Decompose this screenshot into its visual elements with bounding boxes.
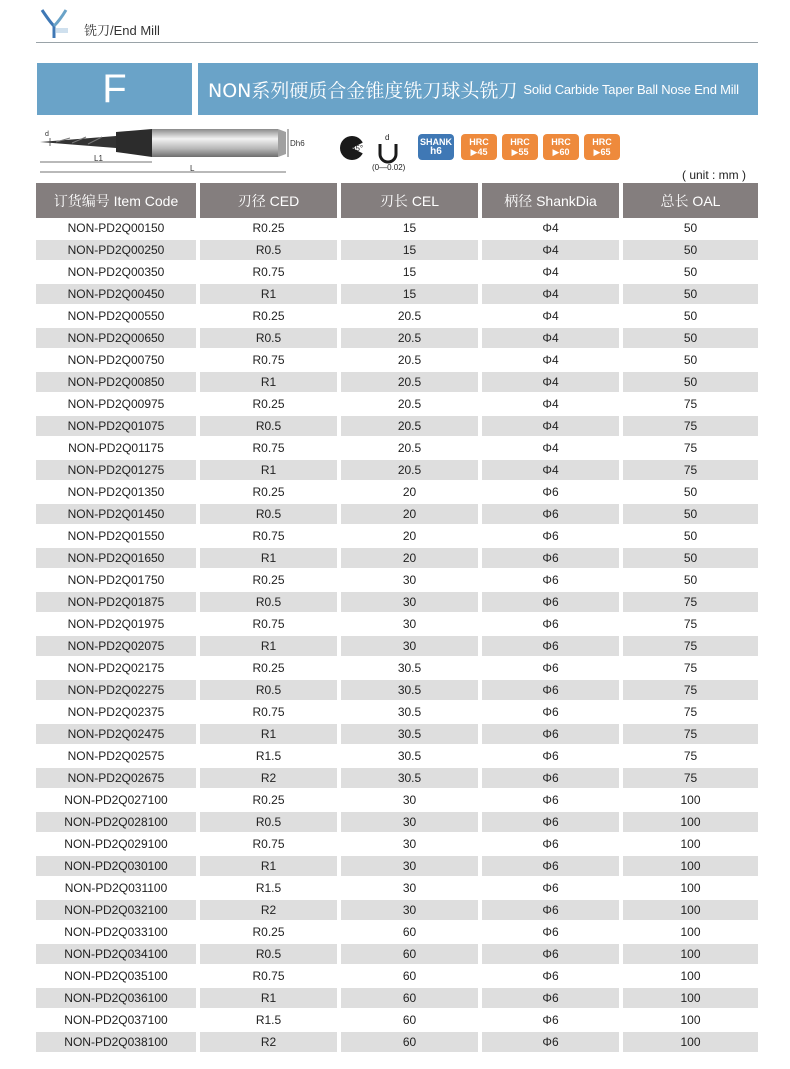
cell-item-code: NON-PD2Q00250	[36, 240, 196, 262]
cell-ced: R1.5	[200, 878, 337, 900]
hrc45-badge	[461, 134, 497, 160]
cell-shank-dia: Φ6	[482, 790, 619, 812]
cell-shank-dia: Φ4	[482, 262, 619, 284]
cell-oal: 75	[623, 658, 758, 680]
cell-item-code: NON-PD2Q00750	[36, 350, 196, 372]
col-oal: 总长 OAL	[623, 183, 758, 218]
header-divider	[36, 42, 758, 43]
cell-cel: 30.5	[341, 768, 478, 790]
cell-ced: R1.5	[200, 1010, 337, 1032]
cell-cel: 30.5	[341, 658, 478, 680]
cell-shank-dia: Φ6	[482, 702, 619, 724]
col-shank-dia: 柄径 ShankDia	[482, 183, 619, 218]
table-row	[36, 328, 758, 350]
cell-ced: R0.5	[200, 592, 337, 614]
table-row	[36, 658, 758, 680]
cell-item-code: NON-PD2Q02075	[36, 636, 196, 658]
tolerance-value: (0—0.02)	[372, 163, 406, 172]
tolerance-icon	[372, 132, 412, 172]
cell-cel: 20.5	[341, 372, 478, 394]
cell-shank-dia: Φ6	[482, 812, 619, 834]
cell-shank-dia: Φ6	[482, 482, 619, 504]
cell-oal: 100	[623, 856, 758, 878]
taper-ball-end-mill-diagram	[36, 126, 326, 178]
cell-oal: 50	[623, 262, 758, 284]
series-title-cn: NON系列硬质合金锥度铣刀球头铣刀	[208, 79, 518, 102]
cell-oal: 75	[623, 438, 758, 460]
cell-cel: 15	[341, 240, 478, 262]
cell-item-code: NON-PD2Q029100	[36, 834, 196, 856]
cell-cel: 30.5	[341, 702, 478, 724]
cell-ced: R0.5	[200, 944, 337, 966]
cell-shank-dia: Φ6	[482, 680, 619, 702]
cell-item-code: NON-PD2Q01975	[36, 614, 196, 636]
cell-cel: 30	[341, 570, 478, 592]
cell-ced: R1	[200, 636, 337, 658]
cell-cel: 60	[341, 922, 478, 944]
table-row	[36, 262, 758, 284]
cell-oal: 50	[623, 482, 758, 504]
cell-ced: R0.5	[200, 240, 337, 262]
table-row	[36, 1010, 758, 1032]
table-header-row	[36, 183, 758, 218]
table-row	[36, 790, 758, 812]
cell-shank-dia: Φ6	[482, 636, 619, 658]
cell-cel: 30	[341, 900, 478, 922]
table-row	[36, 834, 758, 856]
cell-oal: 100	[623, 812, 758, 834]
cell-item-code: NON-PD2Q00550	[36, 306, 196, 328]
cell-item-code: NON-PD2Q00850	[36, 372, 196, 394]
cell-ced: R1	[200, 460, 337, 482]
cell-oal: 100	[623, 1010, 758, 1032]
cell-item-code: NON-PD2Q00450	[36, 284, 196, 306]
cell-item-code: NON-PD2Q01075	[36, 416, 196, 438]
cell-shank-dia: Φ6	[482, 768, 619, 790]
badge-top: SHANK	[419, 137, 452, 147]
cell-item-code: NON-PD2Q01875	[36, 592, 196, 614]
spec-table	[32, 183, 762, 1054]
cell-item-code: NON-PD2Q037100	[36, 1010, 196, 1032]
cell-cel: 60	[341, 966, 478, 988]
cell-ced: R1	[200, 856, 337, 878]
cell-shank-dia: Φ4	[482, 460, 619, 482]
table-row	[36, 636, 758, 658]
cell-oal: 75	[623, 746, 758, 768]
cell-ced: R2	[200, 1032, 337, 1054]
cell-ced: R0.75	[200, 614, 337, 636]
table-row	[36, 284, 758, 306]
cell-shank-dia: Φ4	[482, 218, 619, 240]
table-row	[36, 878, 758, 900]
series-title	[198, 63, 758, 115]
cell-ced: R0.5	[200, 812, 337, 834]
cell-item-code: NON-PD2Q027100	[36, 790, 196, 812]
cell-oal: 100	[623, 922, 758, 944]
cell-cel: 30	[341, 834, 478, 856]
cell-cel: 30	[341, 592, 478, 614]
table-body	[36, 218, 758, 1054]
cell-ced: R0.75	[200, 526, 337, 548]
cell-shank-dia: Φ6	[482, 834, 619, 856]
cell-cel: 20	[341, 526, 478, 548]
cell-cel: 20	[341, 482, 478, 504]
cell-shank-dia: Φ6	[482, 1010, 619, 1032]
cell-shank-dia: Φ6	[482, 856, 619, 878]
cell-item-code: NON-PD2Q028100	[36, 812, 196, 834]
tolerance-d-label: d	[385, 133, 390, 142]
cell-ced: R1.5	[200, 746, 337, 768]
table-row	[36, 218, 758, 240]
cell-ced: R0.5	[200, 504, 337, 526]
cell-item-code: NON-PD2Q02175	[36, 658, 196, 680]
cell-shank-dia: Φ4	[482, 306, 619, 328]
badge-bottom: ▶60	[552, 147, 570, 157]
cell-oal: 100	[623, 790, 758, 812]
badge-bottom: ▶65	[593, 147, 611, 157]
cell-shank-dia: Φ6	[482, 746, 619, 768]
cell-item-code: NON-PD2Q036100	[36, 988, 196, 1010]
cell-item-code: NON-PD2Q00975	[36, 394, 196, 416]
cell-ced: R0.75	[200, 834, 337, 856]
cell-ced: R0.25	[200, 790, 337, 812]
table-row	[36, 306, 758, 328]
cell-item-code: NON-PD2Q01350	[36, 482, 196, 504]
table-row	[36, 702, 758, 724]
cell-item-code: NON-PD2Q035100	[36, 966, 196, 988]
cell-shank-dia: Φ6	[482, 966, 619, 988]
cell-ced: R0.75	[200, 262, 337, 284]
cell-cel: 60	[341, 1032, 478, 1054]
table-row	[36, 988, 758, 1010]
cell-ced: R0.5	[200, 416, 337, 438]
cell-ced: R0.5	[200, 328, 337, 350]
cell-item-code: NON-PD2Q034100	[36, 944, 196, 966]
table-row	[36, 922, 758, 944]
cell-ced: R1	[200, 988, 337, 1010]
cell-item-code: NON-PD2Q032100	[36, 900, 196, 922]
cell-item-code: NON-PD2Q02675	[36, 768, 196, 790]
table-row	[36, 966, 758, 988]
cell-ced: R0.75	[200, 702, 337, 724]
series-title-en: Solid Carbide Taper Ball Nose End Mill	[523, 81, 739, 97]
diameter-d-label: d	[45, 131, 49, 138]
table-row	[36, 812, 758, 834]
cell-cel: 30	[341, 636, 478, 658]
cell-oal: 75	[623, 394, 758, 416]
cell-shank-dia: Φ6	[482, 570, 619, 592]
unit-note: ( unit : mm )	[681, 168, 746, 182]
cell-item-code: NON-PD2Q02275	[36, 680, 196, 702]
l1-label: L1	[94, 154, 103, 163]
l-label: L	[190, 164, 195, 173]
cell-ced: R1	[200, 372, 337, 394]
badge-top: HRC	[510, 137, 530, 147]
cell-ced: R0.75	[200, 350, 337, 372]
table-row	[36, 350, 758, 372]
cell-cel: 30.5	[341, 746, 478, 768]
cell-shank-dia: Φ4	[482, 350, 619, 372]
section-title: 铣刀/End Mill	[84, 23, 160, 38]
cell-shank-dia: Φ4	[482, 328, 619, 350]
table-row	[36, 724, 758, 746]
table-row	[36, 460, 758, 482]
cell-item-code: NON-PD2Q01650	[36, 548, 196, 570]
cell-oal: 75	[623, 636, 758, 658]
cell-oal: 75	[623, 702, 758, 724]
table-row	[36, 548, 758, 570]
cell-oal: 100	[623, 944, 758, 966]
cell-cel: 20.5	[341, 394, 478, 416]
cell-cel: 20.5	[341, 460, 478, 482]
cell-oal: 50	[623, 570, 758, 592]
cell-oal: 75	[623, 416, 758, 438]
cell-shank-dia: Φ4	[482, 284, 619, 306]
cell-cel: 20.5	[341, 306, 478, 328]
table-row	[36, 482, 758, 504]
cell-shank-dia: Φ6	[482, 724, 619, 746]
cell-ced: R0.25	[200, 218, 337, 240]
col-cel: 刃长 CEL	[341, 183, 478, 218]
cell-item-code: NON-PD2Q01450	[36, 504, 196, 526]
table-row	[36, 438, 758, 460]
cell-ced: R1	[200, 724, 337, 746]
cell-shank-dia: Φ4	[482, 394, 619, 416]
cell-oal: 75	[623, 680, 758, 702]
cell-cel: 30.5	[341, 724, 478, 746]
table-row	[36, 372, 758, 394]
badge-top: HRC	[469, 137, 489, 147]
cell-cel: 20.5	[341, 350, 478, 372]
cell-oal: 50	[623, 240, 758, 262]
cell-cel: 30	[341, 812, 478, 834]
cell-cel: 15	[341, 284, 478, 306]
badge-top: HRC	[592, 137, 612, 147]
cell-cel: 60	[341, 988, 478, 1010]
table-row	[36, 416, 758, 438]
cell-shank-dia: Φ4	[482, 372, 619, 394]
cell-shank-dia: Φ6	[482, 592, 619, 614]
page-header	[0, 0, 790, 45]
cell-oal: 100	[623, 878, 758, 900]
table-row	[36, 614, 758, 636]
table-row	[36, 570, 758, 592]
cell-item-code: NON-PD2Q030100	[36, 856, 196, 878]
cell-oal: 50	[623, 306, 758, 328]
cell-oal: 100	[623, 1032, 758, 1054]
table-row	[36, 526, 758, 548]
cell-shank-dia: Φ6	[482, 504, 619, 526]
cell-cel: 30.5	[341, 680, 478, 702]
cell-oal: 50	[623, 548, 758, 570]
cell-oal: 100	[623, 834, 758, 856]
table-row	[36, 944, 758, 966]
cell-oal: 100	[623, 966, 758, 988]
cell-oal: 100	[623, 988, 758, 1010]
cell-item-code: NON-PD2Q033100	[36, 922, 196, 944]
cell-item-code: NON-PD2Q00650	[36, 328, 196, 350]
table-row	[36, 680, 758, 702]
table-row	[36, 394, 758, 416]
cell-oal: 50	[623, 218, 758, 240]
cell-ced: R0.75	[200, 966, 337, 988]
col-ced: 刃径 CED	[200, 183, 337, 218]
cell-item-code: NON-PD2Q031100	[36, 878, 196, 900]
cell-item-code: NON-PD2Q00350	[36, 262, 196, 284]
table-row	[36, 746, 758, 768]
badge-top: HRC	[551, 137, 571, 147]
cell-oal: 75	[623, 724, 758, 746]
helix-angle-label: 35°	[351, 144, 364, 153]
cell-shank-dia: Φ6	[482, 526, 619, 548]
cell-ced: R0.5	[200, 680, 337, 702]
helix-angle-icon	[338, 134, 366, 162]
cell-ced: R0.25	[200, 394, 337, 416]
cell-shank-dia: Φ6	[482, 658, 619, 680]
company-logo	[36, 6, 76, 42]
cell-shank-dia: Φ6	[482, 988, 619, 1010]
cell-ced: R0.75	[200, 438, 337, 460]
cell-shank-dia: Φ6	[482, 878, 619, 900]
cell-shank-dia: Φ6	[482, 900, 619, 922]
table-row	[36, 856, 758, 878]
cell-cel: 15	[341, 218, 478, 240]
cell-ced: R1	[200, 284, 337, 306]
cell-cel: 20.5	[341, 416, 478, 438]
cell-cel: 30	[341, 790, 478, 812]
cell-shank-dia: Φ6	[482, 944, 619, 966]
cell-item-code: NON-PD2Q01275	[36, 460, 196, 482]
cell-item-code: NON-PD2Q02475	[36, 724, 196, 746]
cell-ced: R0.25	[200, 482, 337, 504]
cell-shank-dia: Φ6	[482, 1032, 619, 1054]
cell-cel: 30	[341, 614, 478, 636]
cell-ced: R0.25	[200, 922, 337, 944]
cell-ced: R0.25	[200, 306, 337, 328]
hrc55-badge	[502, 134, 538, 160]
cell-item-code: NON-PD2Q00150	[36, 218, 196, 240]
cell-cel: 15	[341, 262, 478, 284]
cell-item-code: NON-PD2Q02375	[36, 702, 196, 724]
shank-h6-badge	[418, 134, 454, 160]
cell-cel: 20.5	[341, 328, 478, 350]
dh6-label: Dh6	[290, 139, 305, 148]
cell-oal: 75	[623, 460, 758, 482]
cell-oal: 50	[623, 526, 758, 548]
cell-shank-dia: Φ6	[482, 614, 619, 636]
cell-oal: 75	[623, 592, 758, 614]
cell-ced: R1	[200, 548, 337, 570]
cell-cel: 60	[341, 944, 478, 966]
cell-cel: 30	[341, 878, 478, 900]
cell-cel: 20	[341, 504, 478, 526]
cell-cel: 30	[341, 856, 478, 878]
badge-bottom: h6	[430, 146, 442, 157]
cell-ced: R0.25	[200, 658, 337, 680]
cell-item-code: NON-PD2Q01550	[36, 526, 196, 548]
cell-oal: 75	[623, 614, 758, 636]
cell-cel: 20.5	[341, 438, 478, 460]
cell-shank-dia: Φ4	[482, 416, 619, 438]
cell-shank-dia: Φ6	[482, 922, 619, 944]
badge-bottom: ▶55	[511, 147, 529, 157]
cell-oal: 50	[623, 328, 758, 350]
cell-cel: 20	[341, 548, 478, 570]
cell-cel: 60	[341, 1010, 478, 1032]
cell-ced: R2	[200, 768, 337, 790]
hrc65-badge	[584, 134, 620, 160]
table-row	[36, 768, 758, 790]
col-item-code: 订货编号 Item Code	[36, 183, 196, 218]
cell-item-code: NON-PD2Q038100	[36, 1032, 196, 1054]
cell-item-code: NON-PD2Q02575	[36, 746, 196, 768]
table-row	[36, 1032, 758, 1054]
cell-oal: 50	[623, 504, 758, 526]
table-row	[36, 504, 758, 526]
cell-ced: R2	[200, 900, 337, 922]
series-letter: F	[37, 63, 192, 115]
cell-oal: 50	[623, 350, 758, 372]
cell-oal: 100	[623, 900, 758, 922]
cell-shank-dia: Φ4	[482, 240, 619, 262]
cell-item-code: NON-PD2Q01750	[36, 570, 196, 592]
cell-oal: 50	[623, 372, 758, 394]
cell-oal: 75	[623, 768, 758, 790]
badge-bottom: ▶45	[470, 147, 488, 157]
table-row	[36, 240, 758, 262]
cell-oal: 50	[623, 284, 758, 306]
cell-ced: R0.25	[200, 570, 337, 592]
cell-shank-dia: Φ6	[482, 548, 619, 570]
hrc60-badge	[543, 134, 579, 160]
table-row	[36, 900, 758, 922]
cell-item-code: NON-PD2Q01175	[36, 438, 196, 460]
table-row	[36, 592, 758, 614]
cell-shank-dia: Φ4	[482, 438, 619, 460]
